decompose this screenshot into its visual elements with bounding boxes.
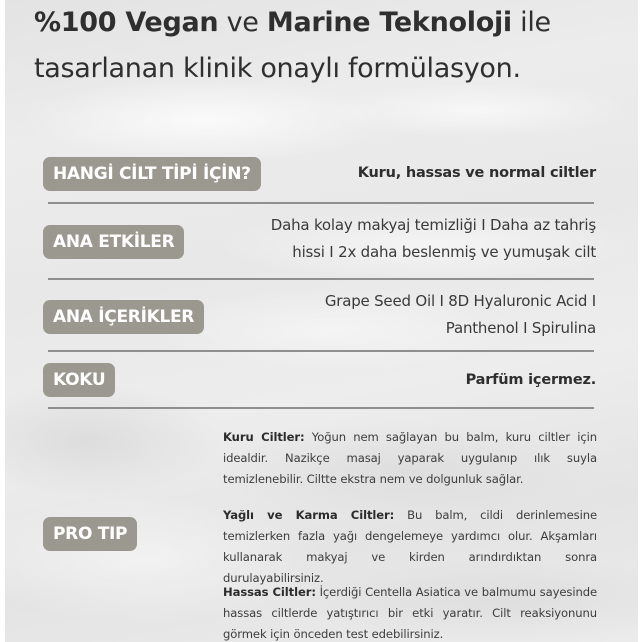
- main-ingredients-badge: ANA İÇERİKLER: [43, 300, 204, 334]
- skin-type-badge: HANGİ CİLT TİPİ İÇİN?: [43, 157, 261, 191]
- scent-badge: KOKU: [43, 363, 115, 397]
- main-effects-badge: ANA ETKİLER: [43, 225, 184, 259]
- headline-line-1: [34, 0, 634, 46]
- scent-value-line: Parfüm içermez.: [465, 372, 596, 388]
- pro-tip-badge: PRO TIP: [43, 517, 137, 551]
- tip-sensitive-skin: [223, 582, 597, 642]
- main-ingredients-line-2: Panthenol I Spirulina: [445, 319, 596, 337]
- divider: [48, 350, 594, 352]
- main-effects-value: [271, 212, 596, 266]
- tip-oily-skin-lead: Yağlı ve Karma Ciltler:: [223, 508, 395, 522]
- tip-oily-skin: [223, 505, 597, 589]
- main-effects-line-2: hissi I 2x daha beslenmiş ve yumuşak cilt: [292, 243, 596, 261]
- tip-dry-skin-text: Yoğun nem sağlayan bu balm, kuru ciltler için idealdir. Nazikçe masaj yaparak uygulanıp ılık suyla temizlenebilir. Ciltte ekstra nem ve dolgunluk sağlar.: [223, 430, 597, 486]
- divider: [48, 278, 594, 280]
- headline-connector: ve: [218, 7, 267, 38]
- main-effects-line-1: Daha kolay makyaj temizliği I Daha az tahriş: [270, 216, 596, 234]
- tip-dry-skin: [223, 427, 597, 490]
- tip-sensitive-skin-lead: Hassas Ciltler:: [223, 585, 316, 599]
- tip-sensitive-skin-text: İçerdiği Centella Asiatica ve balmumu sayesinde hassas ciltlerde yatıştırıcı bir etki yaratır. Cilt reaksiyonunu görmek için önceden test edebilirsiniz.: [223, 585, 598, 641]
- headline-vegan: %100 Vegan: [34, 7, 219, 38]
- headline-suffix: ile: [511, 7, 551, 38]
- skin-type-value: [358, 160, 596, 187]
- product-info-card: [5, 0, 638, 642]
- headline-line-2: tasarlanan klinik onaylı formülasyon.: [34, 53, 521, 84]
- main-ingredients-line-1: Grape Seed Oil I 8D Hyaluronic Acid I: [324, 292, 596, 310]
- headline-marine: Marine Teknoloji: [266, 7, 512, 38]
- skin-type-value-line: Kuru, hassas ve normal ciltler: [357, 165, 596, 181]
- tip-oily-skin-text: Bu balm, cildi derinlemesine temizlerken fazla yağı dengelemeye yardımcı olur. Akşamları kullanarak makyaj ve kirden arındırdıktan sonra durulayabilirsiniz.: [223, 508, 597, 585]
- main-ingredients-value: [325, 288, 596, 342]
- divider: [48, 202, 594, 204]
- divider: [48, 407, 594, 409]
- scent-value: [466, 367, 596, 394]
- headline: [34, 0, 634, 92]
- tip-dry-skin-lead: Kuru Ciltler:: [223, 430, 305, 444]
